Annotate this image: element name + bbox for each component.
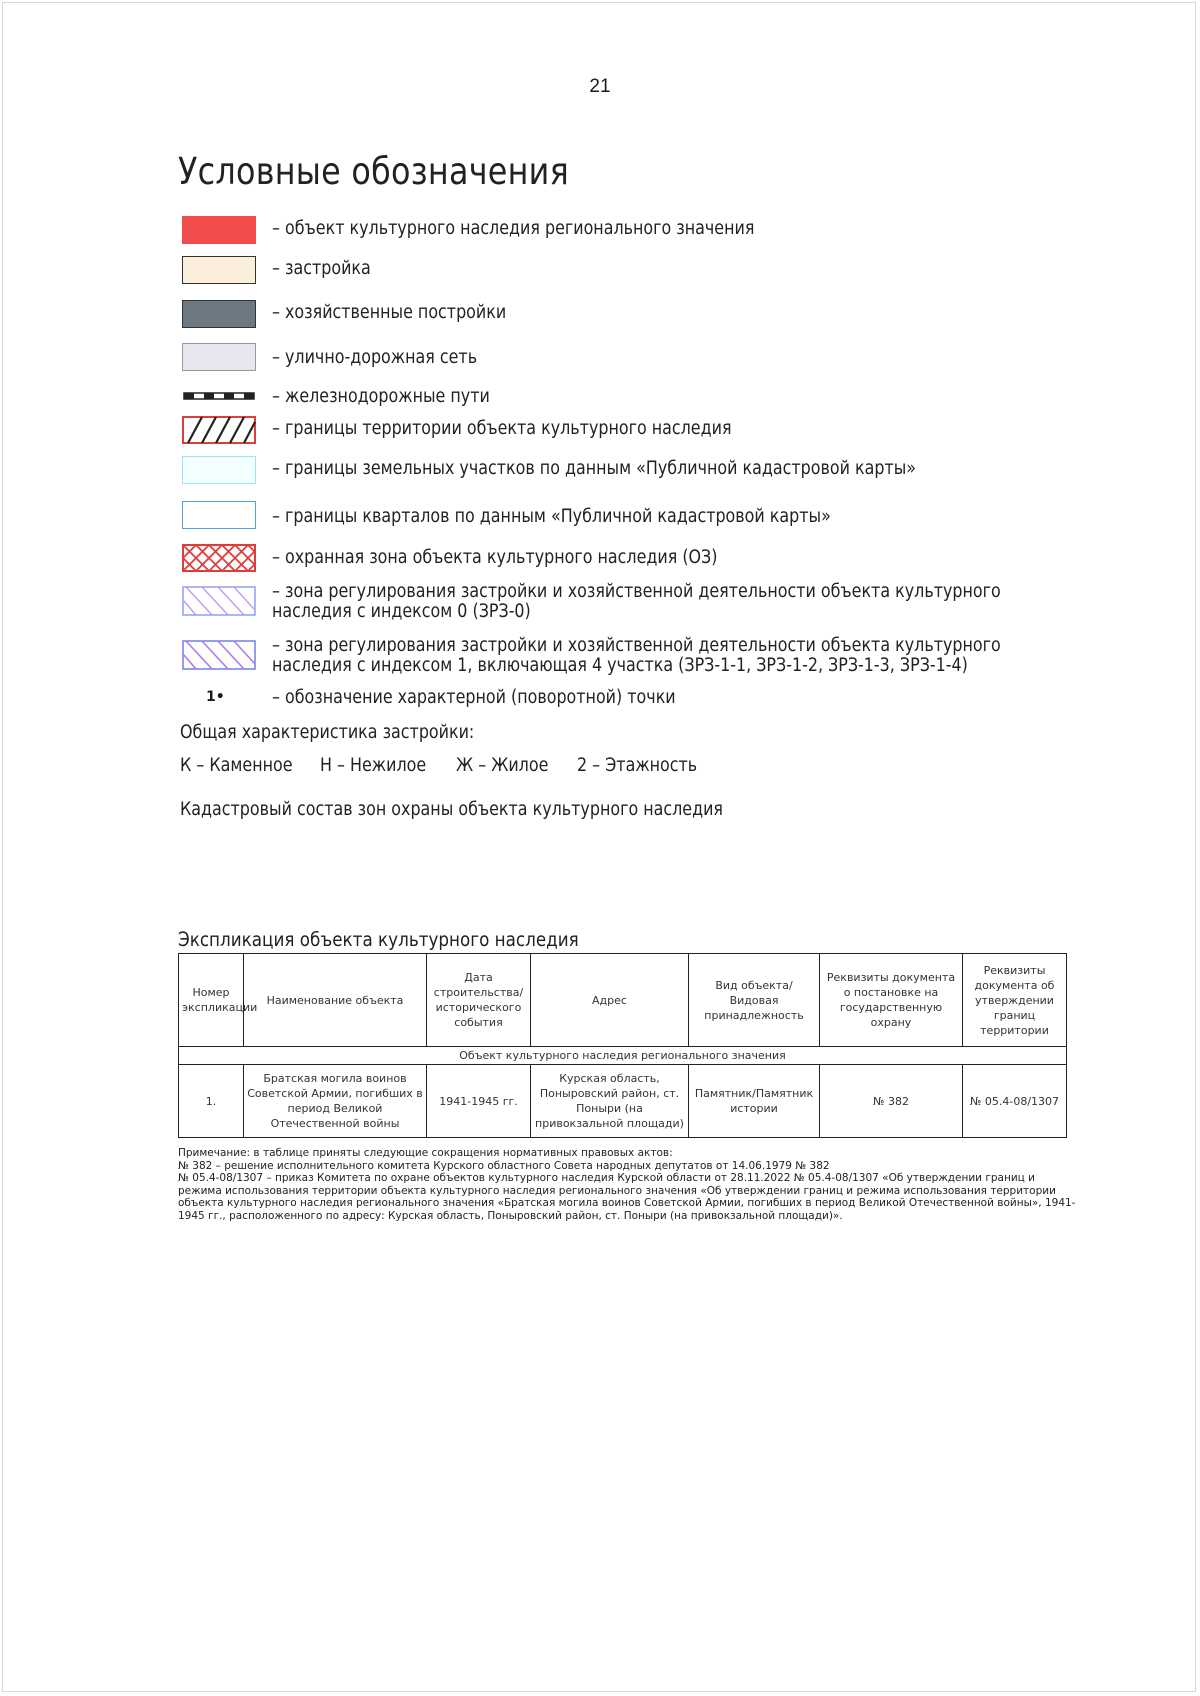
- legend-label: – границы кварталов по данным «Публичной кадастровой карты»: [272, 506, 831, 527]
- characteristic-k: К – Каменное: [180, 755, 293, 776]
- legend-label: – охранная зона объекта культурного наследия (ОЗ): [272, 547, 718, 568]
- territory-hatch-symbol: [182, 416, 256, 444]
- table-row: [179, 1065, 1067, 1138]
- zrz1-hatch-symbol: [182, 640, 256, 670]
- col-header: Вид объекта/Видовая принадлежность: [689, 954, 820, 1047]
- col-header: Номер экспликации: [179, 954, 244, 1047]
- page-number: 21: [589, 76, 611, 97]
- swatch-building: [182, 256, 256, 284]
- legend-label: – зона регулирования застройки и хозяйственной деятельности объекта культурного наследия с индексом 0 (ЗРЗ-0): [272, 581, 1001, 622]
- legend-label: – зона регулирования застройки и хозяйственной деятельности объекта культурного наследия с индексом 1, включающая 4 участка (ЗРЗ-1-1, ЗРЗ-1-2, ЗРЗ-1-3, ЗРЗ-1-4): [272, 635, 1001, 676]
- col-header: Дата строительства/ исторического события: [427, 954, 531, 1047]
- legend-label: – объект культурного наследия регионального значения: [272, 218, 755, 239]
- table-cell: Братская могила воинов Советской Армии, погибших в период Великой Отечественной войны: [244, 1065, 427, 1138]
- legend-label: – хозяйственные постройки: [272, 302, 507, 323]
- group-label: Объект культурного наследия регионального значения: [179, 1047, 1067, 1065]
- legend-label: – границы территории объекта культурного наследия: [272, 418, 732, 439]
- table-header-row: [179, 954, 1067, 1047]
- characteristic-floors: 2 – Этажность: [577, 755, 698, 776]
- table-cell: 1.: [179, 1065, 244, 1138]
- table-cell: 1941-1945 гг.: [427, 1065, 531, 1138]
- swatch-parcels: [182, 456, 256, 484]
- characteristic-n: Н – Нежилое: [320, 755, 427, 776]
- col-header: Адрес: [531, 954, 689, 1047]
- col-header: Наименование объекта: [244, 954, 427, 1047]
- explication-title: Экспликация объекта культурного наследия: [178, 928, 579, 951]
- swatch-okn: [182, 216, 256, 244]
- swatch-outbuildings: [182, 300, 256, 328]
- cadastral-title: Кадастровый состав зон охраны объекта культурного наследия: [180, 799, 724, 820]
- explication-table: [178, 953, 1067, 1138]
- table-notes: [178, 1147, 1078, 1222]
- table-cell: Памятник/Памятник истории: [689, 1065, 820, 1138]
- legend-label: – улично-дорожная сеть: [272, 347, 478, 368]
- turning-point-marker: 1•: [206, 689, 225, 705]
- legend-label: – застройка: [272, 258, 371, 279]
- col-header: Реквизиты документа о постановке на государственную охрану: [820, 954, 963, 1047]
- railway-symbol: [182, 384, 256, 408]
- table-group-row: [179, 1047, 1067, 1065]
- note-line: Примечание: в таблице приняты следующие сокращения нормативных правовых актов:: [178, 1147, 673, 1159]
- table-cell: № 382: [820, 1065, 963, 1138]
- col-header: Реквизиты документа об утверждении границ территории: [963, 954, 1067, 1047]
- legend-label: – границы земельных участков по данным «Публичной кадастровой карты»: [272, 458, 917, 479]
- swatch-quarters: [182, 501, 256, 529]
- note-line: № 382 – решение исполнительного комитета Курского областного Совета народных депутатов от 14.06.1979 № 382: [178, 1159, 830, 1172]
- characteristics-title: Общая характеристика застройки:: [180, 722, 475, 743]
- table-cell: № 05.4-08/1307: [963, 1065, 1067, 1138]
- table-cell: Курская область, Поныровский район, ст. Поныри (на привокзальной площади): [531, 1065, 689, 1138]
- swatch-roads: [182, 343, 256, 371]
- legend-label: – обозначение характерной (поворотной) точки: [272, 687, 676, 708]
- zrz0-hatch-symbol: [182, 586, 256, 616]
- legend-title: Условные обозначения: [178, 150, 570, 193]
- protection-zone-crosshatch-symbol: [182, 544, 256, 572]
- note-line: № 05.4-08/1307 – приказ Комитета по охране объектов культурного наследия Курской области от 28.11.2022 № 05.4-08/1307 «Об утверждении границ и режима использования территории объекта культурного наследия регионального значения «Об утверждении границ и режима использования территории объекта культурного наследия регионального значения «Братская могила воинов Советской Армии, погибших в период Великой Отечественной войны», 1941-1945 гг., расположенного по адресу: Курская область, Поныровский район, ст. Поныри (на привокзальной площади)».: [178, 1172, 1076, 1222]
- legend-label: – железнодорожные пути: [272, 386, 490, 407]
- characteristic-zh: Ж – Жилое: [456, 755, 549, 776]
